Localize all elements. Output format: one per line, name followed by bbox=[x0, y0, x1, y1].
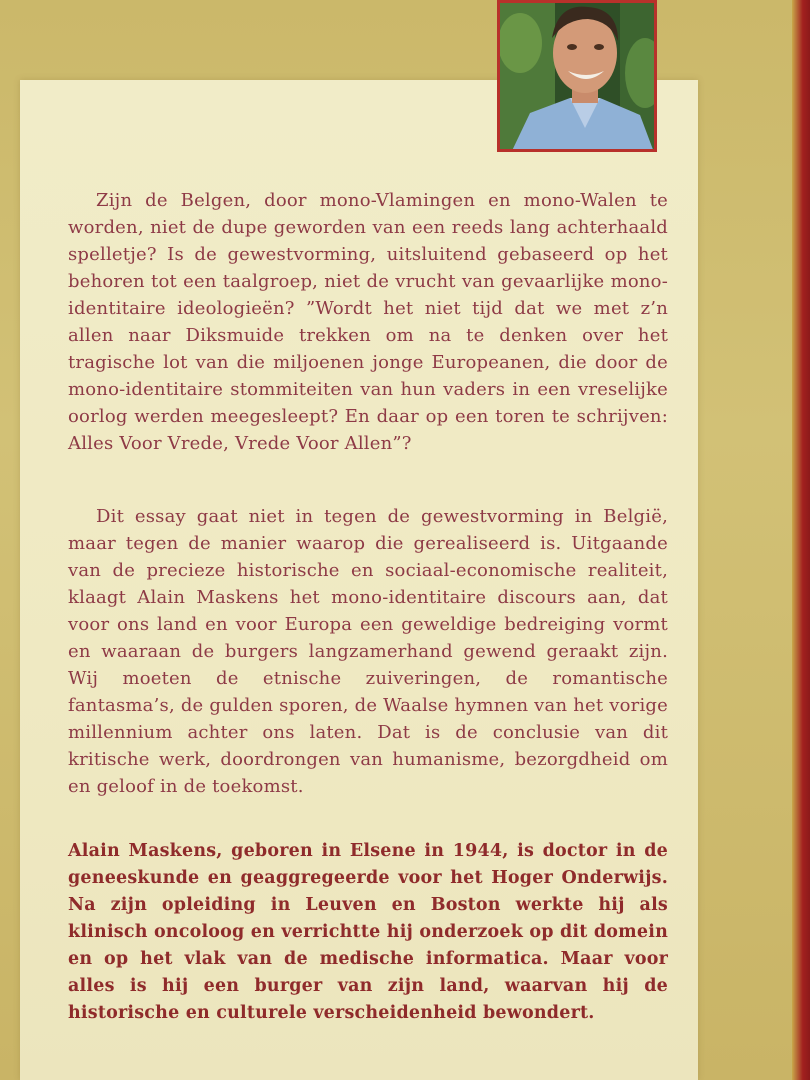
author-photo bbox=[497, 0, 657, 152]
description-paragraph-2 bbox=[68, 503, 668, 800]
paragraph-text: Zijn de Belgen, door mono-Vlamingen en mono-Walen te worden, niet de dupe geworden van een reeds lang achterhaald spelletje? Is de gewestvorming, uitsluitend gebaseerd op het behoren tot een taalgroep, niet de vrucht van gevaarlijke mono-identitaire ideologieën? ”Wordt het niet tijd dat we met z’n allen naar Diksmuide trekken om na te denken over het tragische lot van die miljoenen jonge Europeanen, die door de mono-identitaire stommiteiten van hun vaders in een vreselijke oorlog werden meegesleept? En daar op een toren te schrijven: Alles Voor Vrede, Vrede Voor Allen”? bbox=[68, 190, 668, 454]
paragraph-text: Dit essay gaat niet in tegen de gewestvorming in België, maar tegen de manier waarop die gerealiseerd is. Uitgaande van de precieze historische en sociaal-economische realiteit, klaagt Alain Maskens het mono-identitaire discours aan, dat voor ons land en voor Europa een geweldige bedreiging vormt en waaraan de burgers langzamerhand gewend geraakt zijn. Wij moeten de etnische zuiveringen, de romantische fantasma’s, de gulden sporen, de Waalse hymnen van het vorige millennium achter ons laten. Dat is de conclusie van dit kritische werk, doordrongen van humanisme, bezorgdheid om en geloof in de toekomst. bbox=[68, 506, 668, 797]
book-spine-edge bbox=[792, 0, 810, 1080]
biography-text: Alain Maskens, geboren in Elsene in 1944, is doctor in de geneeskunde en geaggregeerde voor het Hoger Onderwijs. Na zijn opleiding in Leuven en Boston werkte hij als klinisch oncoloog en verrichtte hij onderzoek op dit domein en op het vlak van de medische informatica. Maar voor alles is hij een burger van zijn land, waarvan hij de historische en culturele verscheidenheid bewondert. bbox=[68, 841, 668, 1023]
description-paragraph-1 bbox=[68, 187, 668, 457]
author-portrait-icon bbox=[500, 3, 657, 152]
author-biography bbox=[68, 838, 668, 1027]
